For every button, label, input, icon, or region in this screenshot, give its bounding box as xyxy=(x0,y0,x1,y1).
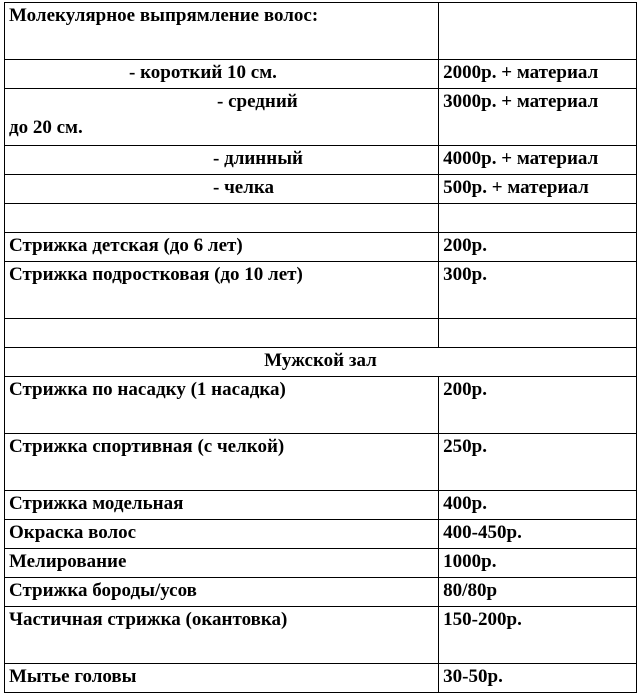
price-cell: 4000р. + материал xyxy=(439,146,637,175)
table-row xyxy=(5,491,637,520)
price-cell xyxy=(439,319,637,348)
price-cell: 2000р. + материал xyxy=(439,60,637,89)
price-cell: 80/80р xyxy=(439,578,637,607)
table-row xyxy=(5,664,637,693)
service-cell: Частичная стрижка (окантовка) xyxy=(5,607,439,664)
price-cell: 1000р. xyxy=(439,549,637,578)
table-row xyxy=(5,233,637,262)
price-cell: 150-200р. xyxy=(439,607,637,664)
price-cell: 200р. xyxy=(439,233,637,262)
service-cell: - длинный xyxy=(5,146,439,175)
price-cell: 250р. xyxy=(439,434,637,491)
service-cell: Стрижка спортивная (с челкой) xyxy=(5,434,439,491)
service-cell: - челка xyxy=(5,175,439,204)
service-cell xyxy=(5,204,439,233)
section-header: Мужской зал xyxy=(5,348,637,377)
service-cell: Стрижка подростковая (до 10 лет) xyxy=(5,262,439,319)
price-cell: 400-450р. xyxy=(439,520,637,549)
table-row xyxy=(5,607,637,664)
service-cell: - короткий 10 см. xyxy=(5,60,439,89)
price-cell: 200р. xyxy=(439,377,637,434)
table-row xyxy=(5,434,637,491)
service-cell: Молекулярное выпрямление волос: xyxy=(5,3,439,60)
table-row xyxy=(5,60,637,89)
service-cell: Мелирование xyxy=(5,549,439,578)
price-cell: 500р. + материал xyxy=(439,175,637,204)
service-cell: Стрижка детская (до 6 лет) xyxy=(5,233,439,262)
price-cell xyxy=(439,3,637,60)
service-cell: Окраска волос xyxy=(5,520,439,549)
price-cell: 3000р. + материал xyxy=(439,89,637,146)
price-cell: 30-50р. xyxy=(439,664,637,693)
table-row xyxy=(5,377,637,434)
table-row xyxy=(5,262,637,319)
price-cell xyxy=(439,204,637,233)
service-cell: Стрижка бороды/усов xyxy=(5,578,439,607)
service-line: до 20 см. xyxy=(9,117,83,138)
table-row xyxy=(5,175,637,204)
table-row xyxy=(5,319,637,348)
table-row xyxy=(5,549,637,578)
service-line: - средний xyxy=(217,91,298,112)
service-cell xyxy=(5,319,439,348)
service-cell: Стрижка по насадку (1 насадка) xyxy=(5,377,439,434)
table-row xyxy=(5,89,637,146)
table-row xyxy=(5,520,637,549)
table-row xyxy=(5,204,637,233)
service-cell xyxy=(5,89,439,146)
section-header-row xyxy=(5,348,637,377)
service-cell: Мытье головы xyxy=(5,664,439,693)
table-row xyxy=(5,578,637,607)
table-row xyxy=(5,3,637,60)
service-cell: Стрижка модельная xyxy=(5,491,439,520)
price-table xyxy=(4,2,637,693)
table-row xyxy=(5,146,637,175)
price-cell: 300р. xyxy=(439,262,637,319)
price-cell: 400р. xyxy=(439,491,637,520)
